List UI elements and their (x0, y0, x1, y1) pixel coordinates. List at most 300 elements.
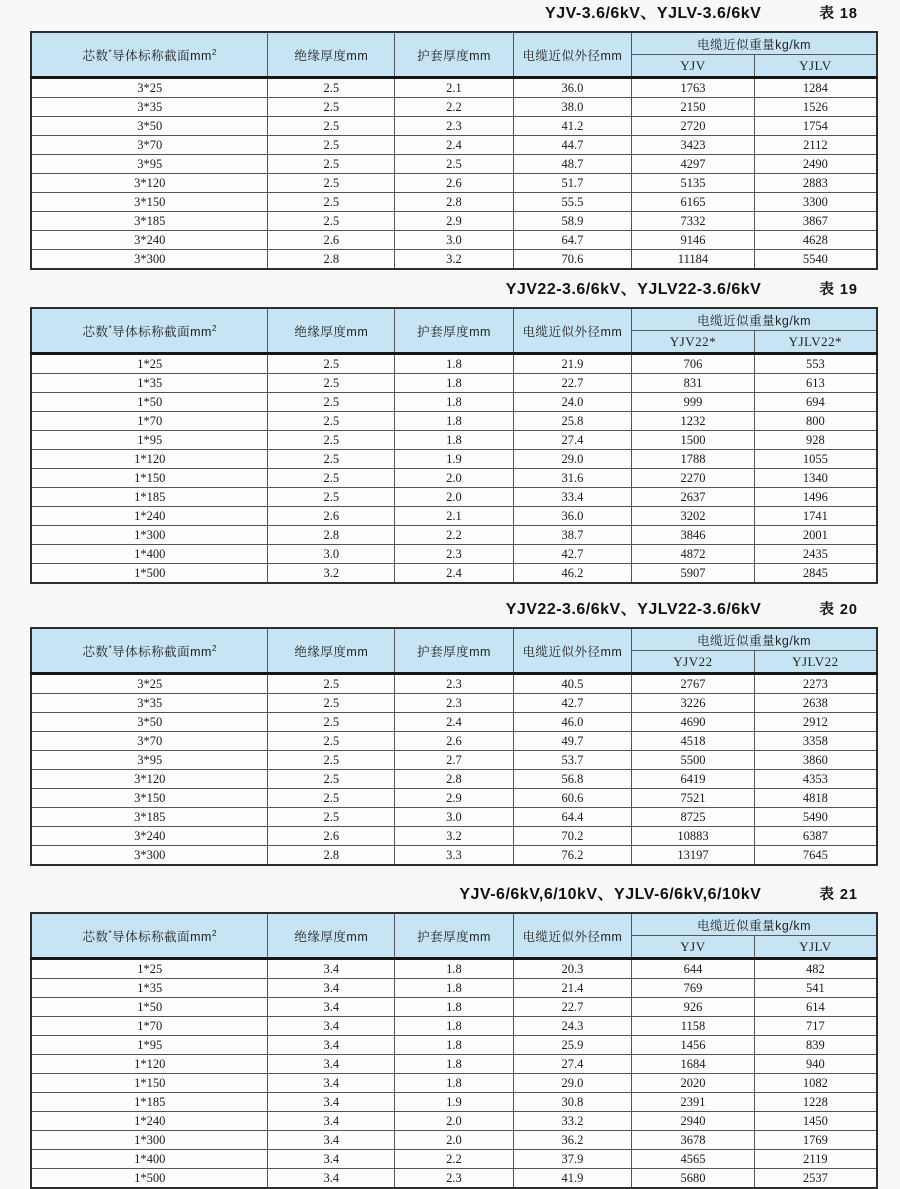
cell: 2.3 (395, 117, 513, 136)
table-row (31, 193, 877, 212)
table-21-body (31, 959, 877, 1189)
cell: 2.2 (395, 98, 513, 117)
cell: 1*95 (31, 431, 268, 450)
cell: 2.8 (268, 526, 395, 545)
col-header-diameter: 电缆近似外径mm (513, 913, 631, 959)
cell: 2.2 (395, 1150, 513, 1169)
col-header-weight: 电缆近似重量kg/km (632, 308, 877, 331)
col-header-insulation: 绝缘厚度mm (268, 308, 395, 354)
table-row (31, 1169, 877, 1189)
col-header-sheath: 护套厚度mm (395, 32, 513, 78)
cell: 1*500 (31, 564, 268, 584)
cell: 2.4 (395, 713, 513, 732)
cell: 1788 (632, 450, 755, 469)
cell: 31.6 (513, 469, 631, 488)
cell: 2883 (754, 174, 877, 193)
cell: 2.1 (395, 507, 513, 526)
cell: 1232 (632, 412, 755, 431)
cell: 3846 (632, 526, 755, 545)
col-header-sheath: 护套厚度mm (395, 628, 513, 674)
core-header-text: 芯数 (82, 48, 109, 63)
table-19-body (31, 354, 877, 584)
cell: 58.9 (513, 212, 631, 231)
cell: 10883 (632, 827, 755, 846)
table-row (31, 469, 877, 488)
cell: 42.7 (513, 694, 631, 713)
cell: 1526 (754, 98, 877, 117)
cell: 3.0 (395, 231, 513, 250)
table-row (31, 1093, 877, 1112)
cell: 2.0 (395, 1131, 513, 1150)
table-row (31, 808, 877, 827)
cell: 2.5 (268, 674, 395, 694)
cell: 5490 (754, 808, 877, 827)
cell: 3.4 (268, 1112, 395, 1131)
col-header-core (31, 32, 268, 78)
cell: 1.8 (395, 393, 513, 412)
cell: 482 (754, 959, 877, 979)
cell: 1284 (754, 78, 877, 98)
cell: 40.5 (513, 674, 631, 694)
table-row (31, 1150, 877, 1169)
cell: 4518 (632, 732, 755, 751)
cell: 2.3 (395, 1169, 513, 1189)
col-header-weight: 电缆近似重量kg/km (632, 913, 877, 936)
cell: 2270 (632, 469, 755, 488)
table-row (31, 979, 877, 998)
cell: 3.4 (268, 979, 395, 998)
cell: 36.2 (513, 1131, 631, 1150)
col-subheader-yjv22: YJV22* (632, 331, 755, 354)
cell: 3300 (754, 193, 877, 212)
cell: 3.2 (395, 827, 513, 846)
cell: 2112 (754, 136, 877, 155)
cell: 22.7 (513, 374, 631, 393)
cell: 3.4 (268, 1150, 395, 1169)
cell: 2.0 (395, 469, 513, 488)
col-header-diameter: 电缆近似外径mm (513, 308, 631, 354)
table-row (31, 526, 877, 545)
cell: 36.0 (513, 507, 631, 526)
cell: 2.6 (268, 507, 395, 526)
cell: 49.7 (513, 732, 631, 751)
cell: 38.0 (513, 98, 631, 117)
core-header-text2: 导体标称截面mm (112, 48, 212, 63)
table-block-19 (30, 280, 878, 584)
cell: 1*185 (31, 1093, 268, 1112)
cell: 64.7 (513, 231, 631, 250)
table-row (31, 959, 877, 979)
cell: 3.4 (268, 1017, 395, 1036)
cell: 5135 (632, 174, 755, 193)
cell: 1*185 (31, 488, 268, 507)
col-subheader-yjlv: YJLV (754, 936, 877, 959)
cell: 3*35 (31, 98, 268, 117)
cell: 3423 (632, 136, 755, 155)
table-row (31, 117, 877, 136)
cell: 21.9 (513, 354, 631, 374)
cell: 3.4 (268, 1093, 395, 1112)
core-header-text2: 导体标称截面mm (112, 929, 212, 944)
cell: 2637 (632, 488, 755, 507)
cell: 831 (632, 374, 755, 393)
cell: 64.4 (513, 808, 631, 827)
cell: 2.3 (395, 694, 513, 713)
cell: 5907 (632, 564, 755, 584)
col-header-sheath: 护套厚度mm (395, 308, 513, 354)
col-header-core (31, 913, 268, 959)
cell: 4628 (754, 231, 877, 250)
cell: 940 (754, 1055, 877, 1074)
cell: 9146 (632, 231, 755, 250)
col-header-insulation: 绝缘厚度mm (268, 32, 395, 78)
table-row (31, 507, 877, 526)
cell: 2.8 (268, 250, 395, 270)
cell: 4297 (632, 155, 755, 174)
cell: 1.8 (395, 1017, 513, 1036)
cell: 694 (754, 393, 877, 412)
cell: 21.4 (513, 979, 631, 998)
cell: 5540 (754, 250, 877, 270)
table-row (31, 827, 877, 846)
cell: 3226 (632, 694, 755, 713)
cell: 1*240 (31, 1112, 268, 1131)
table-row (31, 136, 877, 155)
cell: 4565 (632, 1150, 755, 1169)
cell: 1.8 (395, 431, 513, 450)
cell: 800 (754, 412, 877, 431)
cell: 38.7 (513, 526, 631, 545)
table-row (31, 846, 877, 866)
mm2-superscript: 2 (211, 323, 217, 333)
core-header-text: 芯数 (82, 324, 109, 339)
cell: 1456 (632, 1036, 755, 1055)
cell: 769 (632, 979, 755, 998)
table-row (31, 732, 877, 751)
cell: 33.4 (513, 488, 631, 507)
col-header-sheath: 护套厚度mm (395, 913, 513, 959)
col-subheader-yjv: YJV (632, 936, 755, 959)
table-row (31, 250, 877, 270)
cell: 3.4 (268, 1036, 395, 1055)
table-row (31, 751, 877, 770)
cell: 1*400 (31, 1150, 268, 1169)
cell: 7521 (632, 789, 755, 808)
cell: 1*35 (31, 979, 268, 998)
spec-table-20 (30, 627, 878, 866)
cell: 2.5 (268, 808, 395, 827)
cell: 2.8 (268, 846, 395, 866)
mm2-superscript: 2 (211, 47, 217, 57)
cell: 2720 (632, 117, 755, 136)
cell: 2.6 (268, 231, 395, 250)
col-header-core (31, 628, 268, 674)
cell: 8725 (632, 808, 755, 827)
cell: 3*95 (31, 155, 268, 174)
cell: 2.5 (268, 393, 395, 412)
table-row (31, 174, 877, 193)
table-18-number-label: 表 18 (819, 6, 858, 22)
cell: 22.7 (513, 998, 631, 1017)
cell: 4872 (632, 545, 755, 564)
cell: 2.5 (268, 751, 395, 770)
mm2-superscript: 2 (211, 643, 217, 653)
table-row (31, 78, 877, 98)
table-row (31, 1074, 877, 1093)
cell: 3*240 (31, 231, 268, 250)
cell: 1.8 (395, 979, 513, 998)
cell: 1.8 (395, 374, 513, 393)
cell: 541 (754, 979, 877, 998)
cell: 2.8 (395, 770, 513, 789)
spec-table-18 (30, 31, 878, 270)
cell: 2.5 (268, 694, 395, 713)
cell: 46.0 (513, 713, 631, 732)
cell: 2.2 (395, 526, 513, 545)
cell: 2.5 (268, 374, 395, 393)
mm2-superscript: 2 (211, 928, 217, 938)
cell: 44.7 (513, 136, 631, 155)
cell: 2.6 (395, 732, 513, 751)
core-header-asterisk: * (108, 928, 113, 938)
core-header-text: 芯数 (82, 929, 109, 944)
col-header-insulation: 绝缘厚度mm (268, 913, 395, 959)
cell: 2.9 (395, 212, 513, 231)
cell: 613 (754, 374, 877, 393)
cell: 3*70 (31, 136, 268, 155)
cell: 11184 (632, 250, 755, 270)
table-19-title: YJV22-3.6/6kV、YJLV22-3.6/6kV (505, 281, 762, 298)
cell: 29.0 (513, 1074, 631, 1093)
col-header-insulation: 绝缘厚度mm (268, 628, 395, 674)
cell: 55.5 (513, 193, 631, 212)
cell: 3.2 (268, 564, 395, 584)
col-subheader-yjlv22: YJLV22 (754, 651, 877, 674)
cell: 7332 (632, 212, 755, 231)
cell: 76.2 (513, 846, 631, 866)
cell: 717 (754, 1017, 877, 1036)
cell: 3867 (754, 212, 877, 231)
cell: 928 (754, 431, 877, 450)
cell: 27.4 (513, 431, 631, 450)
cell: 2.5 (268, 789, 395, 808)
cell: 3678 (632, 1131, 755, 1150)
cell: 1*150 (31, 469, 268, 488)
cell: 3*50 (31, 117, 268, 136)
cell: 2.5 (268, 193, 395, 212)
cell: 1*95 (31, 1036, 268, 1055)
core-header-asterisk: * (108, 643, 113, 653)
cell: 13197 (632, 846, 755, 866)
cell: 3*95 (31, 751, 268, 770)
col-subheader-yjlv: YJLV (754, 55, 877, 78)
table-row (31, 545, 877, 564)
cell: 4353 (754, 770, 877, 789)
table-21-title-row (30, 885, 878, 912)
cell: 3202 (632, 507, 755, 526)
cell: 2020 (632, 1074, 755, 1093)
table-row (31, 98, 877, 117)
cell: 1055 (754, 450, 877, 469)
cell: 2912 (754, 713, 877, 732)
table-row (31, 450, 877, 469)
cell: 1*70 (31, 412, 268, 431)
cell: 27.4 (513, 1055, 631, 1074)
cell: 3.4 (268, 959, 395, 979)
cell: 41.9 (513, 1169, 631, 1189)
col-header-weight: 电缆近似重量kg/km (632, 32, 877, 55)
cell: 1496 (754, 488, 877, 507)
cell: 999 (632, 393, 755, 412)
table-20-title: YJV22-3.6/6kV、YJLV22-3.6/6kV (505, 601, 762, 618)
cell: 2537 (754, 1169, 877, 1189)
cell: 1.8 (395, 998, 513, 1017)
cell: 2273 (754, 674, 877, 694)
cell: 48.7 (513, 155, 631, 174)
cell: 2767 (632, 674, 755, 694)
cell: 2.0 (395, 1112, 513, 1131)
cell: 25.8 (513, 412, 631, 431)
cell: 3358 (754, 732, 877, 751)
cell: 1.8 (395, 1055, 513, 1074)
table-row (31, 789, 877, 808)
cell: 41.2 (513, 117, 631, 136)
cell: 2.8 (395, 193, 513, 212)
cell: 33.2 (513, 1112, 631, 1131)
table-19-number-label: 表 19 (819, 282, 858, 298)
cell: 1*240 (31, 507, 268, 526)
cell: 2.5 (268, 713, 395, 732)
table-row (31, 354, 877, 374)
cell: 6387 (754, 827, 877, 846)
table-row (31, 674, 877, 694)
cell: 2001 (754, 526, 877, 545)
cell: 37.9 (513, 1150, 631, 1169)
cell: 2.5 (268, 117, 395, 136)
col-subheader-yjlv22: YJLV22* (754, 331, 877, 354)
cell: 3.4 (268, 1074, 395, 1093)
cell: 614 (754, 998, 877, 1017)
spec-table-21 (30, 912, 878, 1189)
cell: 1*25 (31, 959, 268, 979)
cell: 1*120 (31, 450, 268, 469)
cell: 25.9 (513, 1036, 631, 1055)
cell: 1754 (754, 117, 877, 136)
cell: 1*120 (31, 1055, 268, 1074)
cell: 3*70 (31, 732, 268, 751)
cell: 20.3 (513, 959, 631, 979)
cell: 1741 (754, 507, 877, 526)
col-header-diameter: 电缆近似外径mm (513, 32, 631, 78)
cell: 1*300 (31, 526, 268, 545)
cell: 2391 (632, 1093, 755, 1112)
table-row (31, 1055, 877, 1074)
core-header-asterisk: * (108, 323, 113, 333)
cell: 1.9 (395, 450, 513, 469)
cell: 2435 (754, 545, 877, 564)
cell: 3*240 (31, 827, 268, 846)
cell: 24.3 (513, 1017, 631, 1036)
cell: 7645 (754, 846, 877, 866)
cell: 2.5 (268, 98, 395, 117)
col-subheader-yjv: YJV (632, 55, 755, 78)
cell: 2150 (632, 98, 755, 117)
table-row (31, 231, 877, 250)
cell: 839 (754, 1036, 877, 1055)
table-row (31, 412, 877, 431)
table-block-21 (30, 885, 878, 1189)
cell: 1500 (632, 431, 755, 450)
cell: 3.3 (395, 846, 513, 866)
cell: 29.0 (513, 450, 631, 469)
cell: 1.8 (395, 959, 513, 979)
table-block-20 (30, 600, 878, 866)
cell: 1*400 (31, 545, 268, 564)
table-row (31, 212, 877, 231)
cell: 70.6 (513, 250, 631, 270)
cell: 2.5 (268, 732, 395, 751)
cell: 2.5 (268, 78, 395, 98)
cell: 1*150 (31, 1074, 268, 1093)
cell: 2.4 (395, 564, 513, 584)
cell: 1769 (754, 1131, 877, 1150)
cell: 553 (754, 354, 877, 374)
cell: 1*70 (31, 1017, 268, 1036)
cell: 1.8 (395, 412, 513, 431)
cell: 4690 (632, 713, 755, 732)
table-row (31, 155, 877, 174)
cell: 3*25 (31, 78, 268, 98)
table-row (31, 770, 877, 789)
cell: 2.3 (395, 545, 513, 564)
cell: 2.9 (395, 789, 513, 808)
table-row (31, 488, 877, 507)
cell: 2.4 (395, 136, 513, 155)
cell: 1.8 (395, 1074, 513, 1093)
table-row (31, 1131, 877, 1150)
cell: 3*300 (31, 250, 268, 270)
cell: 3*120 (31, 174, 268, 193)
cell: 3.0 (395, 808, 513, 827)
cell: 3*150 (31, 193, 268, 212)
core-header-text2: 导体标称截面mm (112, 324, 212, 339)
cell: 3*300 (31, 846, 268, 866)
cell: 3.2 (395, 250, 513, 270)
cell: 6419 (632, 770, 755, 789)
cell: 2.5 (268, 174, 395, 193)
cell: 51.7 (513, 174, 631, 193)
table-21-title: YJV-6/6kV,6/10kV、YJLV-6/6kV,6/10kV (459, 886, 762, 903)
table-row (31, 713, 877, 732)
table-row (31, 1017, 877, 1036)
cell: 36.0 (513, 78, 631, 98)
cell: 1158 (632, 1017, 755, 1036)
cell: 2.5 (268, 136, 395, 155)
cell: 46.2 (513, 564, 631, 584)
cell: 2119 (754, 1150, 877, 1169)
cell: 1450 (754, 1112, 877, 1131)
cell: 3*25 (31, 674, 268, 694)
cell: 1.8 (395, 1036, 513, 1055)
cell: 3.4 (268, 1169, 395, 1189)
cell: 30.8 (513, 1093, 631, 1112)
table-19-title-row (30, 280, 878, 307)
cell: 1*50 (31, 998, 268, 1017)
table-18-title-row (30, 4, 878, 31)
cell: 24.0 (513, 393, 631, 412)
cell: 1763 (632, 78, 755, 98)
cell: 3*185 (31, 808, 268, 827)
